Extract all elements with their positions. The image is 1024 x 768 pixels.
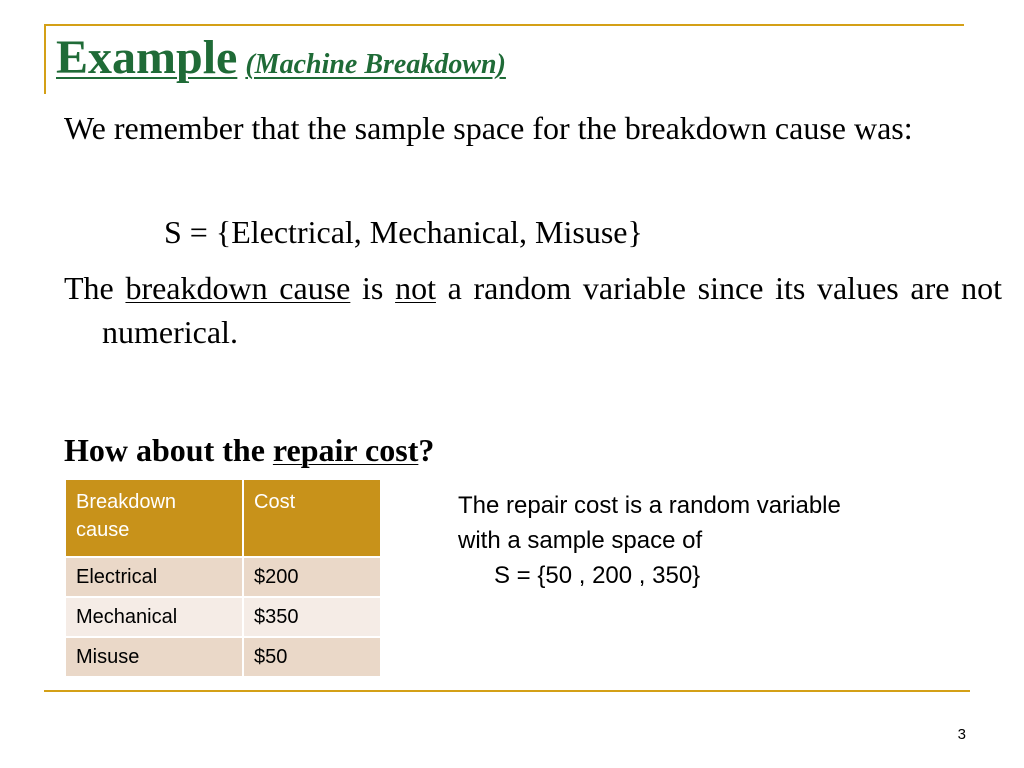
note-line-1: The repair cost is a random variable — [458, 492, 841, 519]
slide-title — [56, 30, 506, 85]
para2-text-2: is — [350, 270, 396, 306]
para2-text-3: a random variable since its values are not numerical. — [102, 270, 1003, 350]
sample-space-set: S = {Electrical, Mechanical, Misuse} — [164, 214, 643, 250]
para2-underline-breakdown-cause: breakdown cause — [125, 270, 351, 306]
table-cell-cause: Electrical — [65, 557, 243, 597]
question-repair-cost — [64, 428, 434, 472]
question-text-1: How about the — [64, 432, 273, 468]
question-text-2: ? — [418, 432, 435, 468]
page-number: 3 — [957, 726, 966, 743]
table-row — [65, 637, 381, 677]
table-cell-cost: $200 — [243, 557, 381, 597]
frame-left-rule — [44, 24, 46, 94]
note-line-2: with a sample space of — [458, 527, 703, 554]
paragraph-not-random-variable — [64, 266, 1002, 354]
repair-cost-table — [64, 478, 382, 678]
title-main: Example — [56, 31, 238, 84]
para2-text-1: The — [64, 270, 126, 306]
table-cell-cause: Mechanical — [65, 597, 243, 637]
table-header-cost: Cost — [243, 479, 381, 557]
frame-top-rule — [44, 24, 964, 26]
table-row — [65, 597, 381, 637]
para2-underline-not: not — [395, 270, 436, 306]
paragraph-sample-space-intro: We remember that the sample space for the breakdown cause was: — [64, 110, 913, 146]
table-cell-cause: Misuse — [65, 637, 243, 677]
table-cell-cost: $350 — [243, 597, 381, 637]
question-underline-repair-cost: repair cost — [272, 432, 419, 468]
note-sample-space: S = {50 , 200 , 350} — [494, 562, 701, 589]
frame-bottom-rule — [44, 690, 970, 692]
repair-cost-note — [458, 488, 841, 593]
table-header-row — [65, 479, 381, 557]
table-cell-cost: $50 — [243, 637, 381, 677]
table-row — [65, 557, 381, 597]
table-header-breakdown-cause: Breakdown cause — [65, 479, 243, 557]
title-subtitle: (Machine Breakdown) — [245, 49, 506, 80]
